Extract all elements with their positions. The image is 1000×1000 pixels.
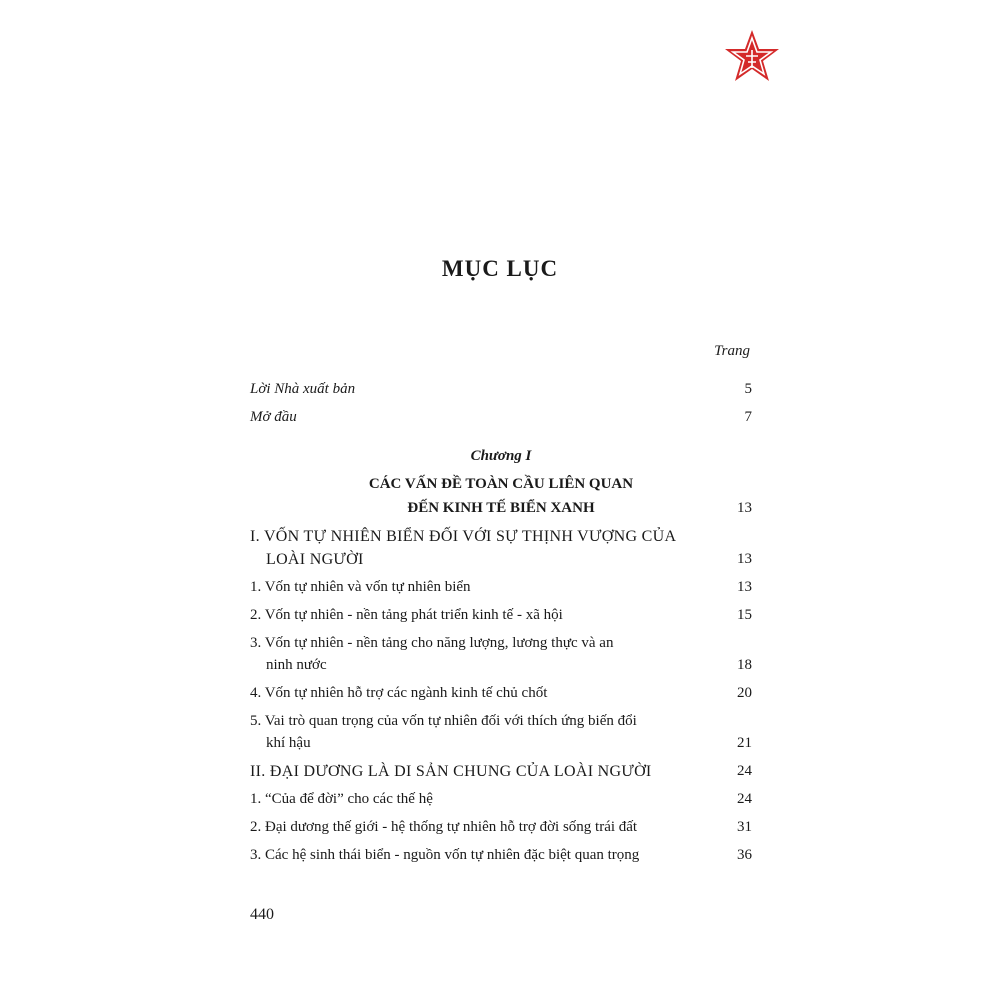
toc-entry-page: 36 xyxy=(737,847,752,863)
toc-entry-page: 31 xyxy=(737,819,752,835)
page-column-label: Trang xyxy=(714,343,750,359)
toc-entry-page: 20 xyxy=(737,685,752,701)
toc-entry-text: 1. “Của để đời” cho các thế hệ xyxy=(250,791,433,807)
page-title: MỤC LỤC xyxy=(441,256,559,281)
publisher-star-logo-icon xyxy=(722,28,782,88)
toc-entry-page: 13 xyxy=(737,500,752,516)
toc-entry-text: Lời Nhà xuất bản xyxy=(250,381,356,397)
toc-entry-text: 3. Vốn tự nhiên - nền tảng cho năng lượng, lương thực và an xyxy=(250,635,614,651)
toc-entry-page: 13 xyxy=(737,551,752,567)
toc-entry-text: 1. Vốn tự nhiên và vốn tự nhiên biển xyxy=(250,579,471,595)
toc-entry-text-continued: khí hậu xyxy=(266,735,311,751)
toc-entry-text: 3. Các hệ sinh thái biển - nguồn vốn tự nhiên đặc biệt quan trọng xyxy=(250,847,640,863)
toc-entry-page: 5 xyxy=(744,381,752,397)
toc-entry-text: Mở đầu xyxy=(250,409,297,425)
toc-entry-text: 2. Đại dương thế giới - hệ thống tự nhiên hỗ trợ đời sống trái đất xyxy=(250,819,638,835)
toc-entry-page: 24 xyxy=(737,763,752,779)
toc-entry-page: 21 xyxy=(737,735,752,751)
toc-entry-page: 7 xyxy=(744,409,752,425)
toc-entry-page: 13 xyxy=(737,579,752,595)
toc-entry-text: II. ĐẠI DƯƠNG LÀ DI SẢN CHUNG CỦA LOÀI NGƯỜI xyxy=(250,763,652,780)
footer-page-number: 440 xyxy=(250,906,274,923)
toc-entry-page: 24 xyxy=(737,791,752,807)
toc-entry-text: I. VỐN TỰ NHIÊN BIỂN ĐỐI VỚI SỰ THỊNH VƯỢNG CỦA xyxy=(250,528,677,545)
toc-entry-page: 15 xyxy=(737,607,752,623)
toc-entry-text: 5. Vai trò quan trọng của vốn tự nhiên đối với thích ứng biến đổi xyxy=(250,713,637,729)
chapter-title-line-1: CÁC VẤN ĐỀ TOÀN CẦU LIÊN QUAN xyxy=(368,476,634,492)
toc-entry-text-continued: ninh nước xyxy=(266,657,327,673)
toc-entry-text: 4. Vốn tự nhiên hỗ trợ các ngành kinh tế chủ chốt xyxy=(250,685,548,701)
chapter-title-line-2: ĐẾN KINH TẾ BIỂN XANH xyxy=(407,500,595,516)
toc-entry-text-continued: LOÀI NGƯỜI xyxy=(266,551,364,568)
toc-entry-page: 18 xyxy=(737,657,752,673)
toc-entry-text: 2. Vốn tự nhiên - nền tảng phát triển kinh tế - xã hội xyxy=(250,607,563,623)
chapter-label: Chương I xyxy=(470,448,532,464)
